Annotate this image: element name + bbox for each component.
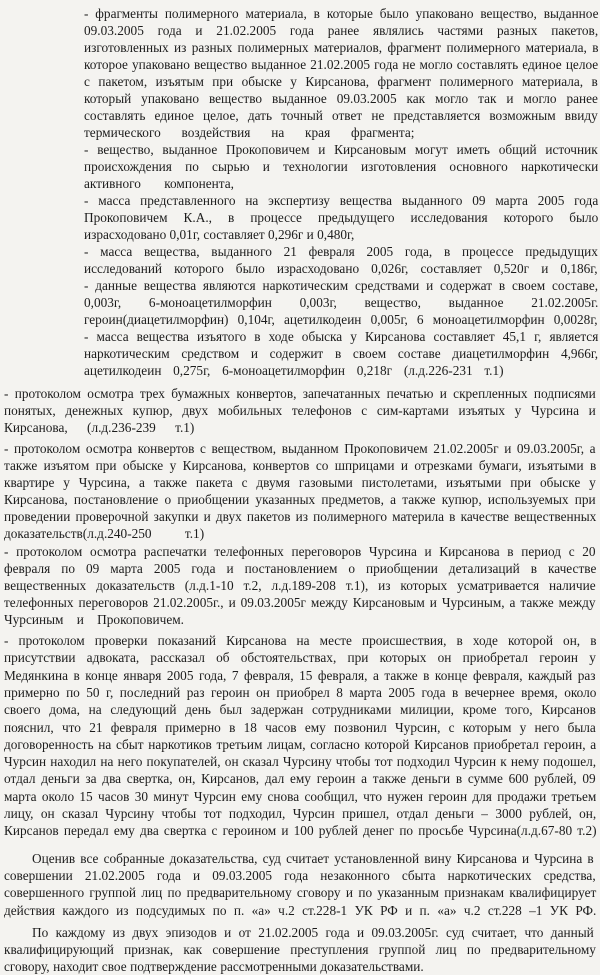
text-line: Кирсанова, постановление о приобщении указанных предметов, а также купюр, используемых при — [4, 492, 596, 507]
text-line: лицу, он сказал Чурсину чтобы тот подходил, Чурсин пришел, отдал деньги – 3000 рублей, он, — [4, 806, 597, 821]
text-line: - данные вещества являются наркотическим средствами и содержат в своем составе, — [84, 278, 599, 293]
text-line: отдал деньги за два свертка, он, Кирсанов, дал ему героин а также деньги в сумме 600 рублей, 09 — [4, 771, 596, 787]
text-line: Чурсиным и Прокоповичем. — [4, 612, 185, 627]
text-line: действия каждого из подсудимых по п. «а» ч.2 ст.228-1 УК РФ и п. «а» ч.2 ст.228 –1 УК РФ. — [4, 902, 597, 918]
text-line: доказательств(л.д.240-250 т.1) — [4, 526, 205, 541]
text-line: февраля по 09 марта 2005 года и постановлением о приобщении детализаций в качестве — [4, 561, 597, 576]
text-line: пояснил, что 21 февраля примерно в 18 часов ему позвонил Чурсин, с которым у него была — [4, 719, 596, 735]
text-line: Кирсанова, (л.д.236-239 т.1) — [4, 420, 195, 435]
text-line: По каждому из двух эпизодов и от 21.02.2005 года и 09.03.2005г. суд считает, что данный — [32, 924, 594, 940]
text-line: наркотическим средством и содержит в своем составе диацетилморфин 4,966г, — [84, 346, 599, 361]
text-line: квалифицирующий признак, как совершение преступления группой лиц по предварительному — [4, 942, 596, 958]
text-line: Оценив все собранные доказательства, суд считает установленной вину Кирсанова и Чурсина в — [32, 850, 594, 866]
text-line: примерно по 50 г, последний раз героин он приобрел 8 марта 2005 года в вечернее время, около — [4, 684, 597, 700]
text-line: - протоколом осмотра конвертов с веществом, выданном Прокоповичем 21.02.2005г и 09.03.2005г, а — [4, 441, 596, 456]
text-line: совершении 21.02.2005 года и 09.03.2005 года незаконного сбыта наркотических средства, — [4, 867, 596, 883]
text-line: также изъятом при обыске у Кирсанова, конвертов со шприцами и отрезками бумаги, изъятыми в — [4, 458, 597, 473]
text-line: своего дома, на следующий день был задержан сотрудниками милиции, кроме того, Кирсанов — [4, 702, 596, 718]
text-line: - протоколом осмотра трех бумажных конвертов, запечатанных печатью и скрепленных подписями — [4, 386, 596, 401]
text-line: вещественных доказательств (л.д.1-10 т.2, л.д.189-208 т.1), из которых усматривается наличие — [4, 578, 596, 593]
text-line: термического воздействия на края фрагмента; — [84, 125, 415, 140]
text-line: изготовленных из разных полимерных материалов, фрагмент полимерного материала, в — [84, 40, 599, 55]
text-line: - масса вещества изъятого в ходе обыска у Кирсанова составляет 45,1 г, является — [84, 329, 599, 344]
text-line: который упаковано вещество выданное 09.03.2005 как могло так и могло ранее — [84, 91, 598, 106]
text-line: Медянкина в конце января 2005 года, 7 февраля, 15 февраля, а также в конце февраля, каждый раз — [4, 667, 596, 683]
text-line: исследований которого было израсходовано 0,026г, составляет 0,520г и 0,186г, — [84, 261, 598, 276]
text-line: Прокоповичем К.А., в процессе предыдущего исследования которого было — [84, 210, 599, 225]
text-line: с пакетом, изъятым при обыске у Кирсанова, фрагмент полимерного материала, в — [84, 74, 598, 89]
text-line: героин(диацетилморфин) 0,104г, ацетилкодеин 0,005г, 6 моноацетилморфин 0,0028г, — [84, 312, 598, 327]
text-line: израсходовано 0,01г, составляет 0,296г и 0,480г, — [84, 227, 355, 242]
text-line: - протоколом проверки показаний Кирсанова на месте происшествия, в ходе которой он, в — [4, 633, 597, 648]
text-line: которое упаковано вещество выданное 21.02.2005 года не могло составлять единое целое — [84, 57, 599, 72]
text-line: 0,003г, 6-моноацетилморфин 0,003г, вещество, выданное 21.02.2005г. — [84, 295, 599, 310]
text-line: 09.03.2005 года и 21.02.2005 года ранее являлись частями разных пакетов, — [84, 23, 599, 38]
text-line: Кирсанов передал ему два свертка с героином и 100 рублей денег по просьбе Чурсина(л.д.67-80 т.2) — [4, 823, 597, 839]
text-line: - масса представленного на экспертизу вещества выданного 09 марта 2005 года — [84, 193, 599, 208]
text-line: сговору, находит свое подтверждение рассмотренными доказательствами. — [4, 959, 424, 975]
text-line: - протоколом осмотра распечатки телефонных переговоров Чурсина и Кирсанова в период с 20 — [4, 544, 596, 559]
text-line: телефонных переговоров 21.02.2005г., и 09.03.2005г между Кирсановым и Чурсиным, а также между — [4, 595, 596, 610]
text-line: проведении проверочной закупки и двух пакетов из полимерного материла в качестве вещественных — [4, 509, 597, 524]
text-line: договоренность на сбыт наркотиков третьим лицам, согласно которой Кирсанов приобретал героин, а — [4, 736, 597, 752]
text-line: марта около 15 часов 30 минут Чурсин ему снова сообщил, что нужен героин для продажи третьем — [4, 788, 597, 804]
text-line: Чурсин находил на него покупателей, он сказал Чурсину чтобы тот подходил Чурсин к нему подошел, — [4, 754, 597, 770]
text-line: составлять единое целое, дать точный ответ не представляется возможным ввиду — [84, 108, 598, 123]
text-line: активного компонента, — [84, 176, 234, 191]
text-line: присутствии адвоката, рассказал об обстоятельствах, при которых он приобретал героин у — [4, 650, 596, 666]
text-line: - вещество, выданное Прокоповичем и Кирсановым могут иметь общий источник — [84, 142, 598, 157]
text-line: понятых, денежных купюр, двух мобильных телефонов с сим-картами изъятых у Чурсина и — [4, 403, 596, 418]
text-line: - масса вещества, выданного 21 февраля 2005 года, в процессе предыдущих — [84, 244, 598, 259]
text-line: ацетилкодеин 0,275г, 6-моноацетилморфин 0,218г (л.д.226-231 т.1) — [84, 363, 504, 378]
text-line: квартире у Чурсина, а также пакета с двумя газовыми пистолетами, изъятыми при обыске у — [4, 475, 596, 490]
text-line: совершенного группой лиц по предварительному сговору и по указанным признакам квалифицирует — [4, 885, 597, 901]
text-line: - фрагменты полимерного материала, в которые было упаковано вещество, выданное — [84, 6, 599, 21]
text-line: происхождения по сырью и технологии изготовления основного наркотически — [84, 159, 599, 174]
